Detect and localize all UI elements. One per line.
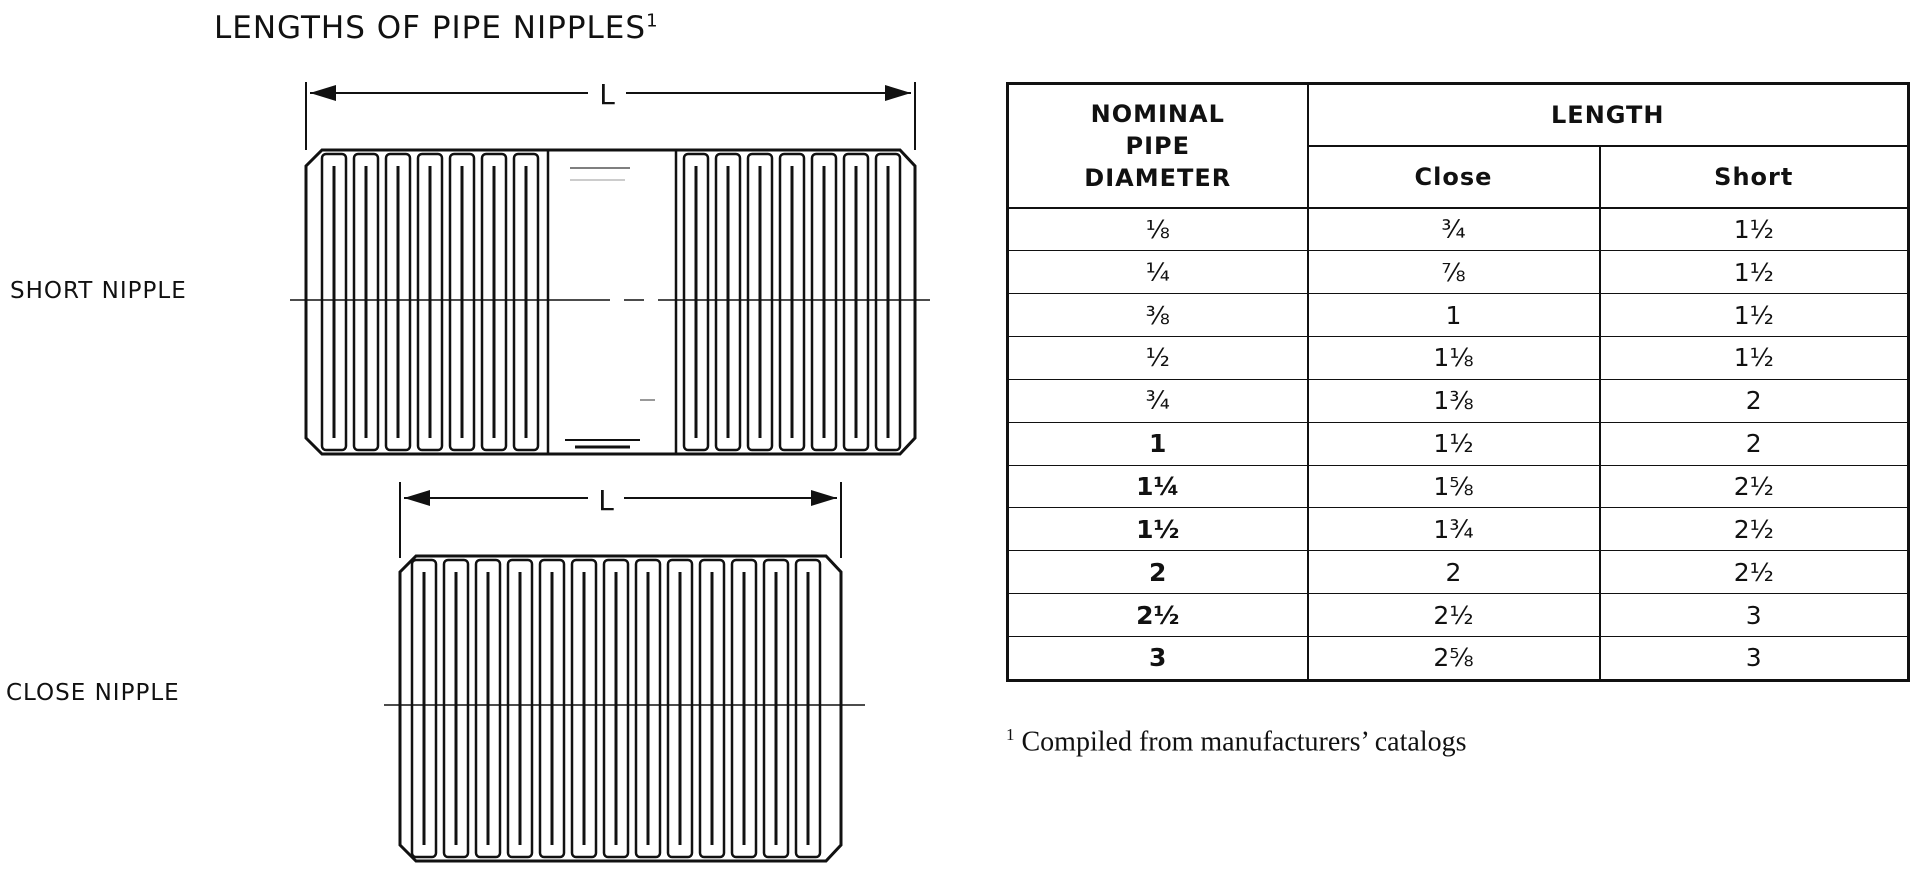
cell-short: 2 [1600,422,1909,465]
table-row [1008,208,1909,251]
header-short: Short [1600,146,1909,208]
close-nipple-label: CLOSE NIPPLE [6,680,180,706]
cell-close: 1½ [1308,422,1600,465]
cell-diameter: 2½ [1008,594,1308,637]
table-row [1008,337,1909,380]
title-footnote-mark: 1 [646,10,659,32]
cell-diameter: ¾ [1008,379,1308,422]
close-dimension-label: L [598,484,614,517]
cell-close: 1¾ [1308,508,1600,551]
close-nipple-body [400,556,841,861]
cell-close: 1⅛ [1308,337,1600,380]
cell-diameter: 3 [1008,636,1308,680]
cell-diameter: 1½ [1008,508,1308,551]
header-nominal-pipe-diameter: NOMINAL PIPE DIAMETER [1008,84,1308,208]
cell-short: 1½ [1600,337,1909,380]
header-length: LENGTH [1308,84,1909,146]
cell-diameter: ⅛ [1008,208,1308,251]
cell-short: 2½ [1600,551,1909,594]
table-row [1008,636,1909,680]
table-row [1008,251,1909,294]
cell-close: 2 [1308,551,1600,594]
cell-close: ¾ [1308,208,1600,251]
cell-short: 3 [1600,636,1909,680]
cell-short: 2½ [1600,508,1909,551]
cell-diameter: ⅜ [1008,294,1308,337]
table-row [1008,422,1909,465]
cell-diameter: 2 [1008,551,1308,594]
cell-close: 2⅝ [1308,636,1600,680]
cell-diameter: ½ [1008,337,1308,380]
cell-short: 2½ [1600,465,1909,508]
cell-short: 2 [1600,379,1909,422]
cell-close: 1⅜ [1308,379,1600,422]
cell-close: 1 [1308,294,1600,337]
header-close: Close [1308,146,1600,208]
table-row [1008,508,1909,551]
cell-diameter: ¼ [1008,251,1308,294]
cell-close: ⅞ [1308,251,1600,294]
page-title: LENGTHS OF PIPE NIPPLES$^1$ [214,10,659,46]
cell-diameter: 1 [1008,422,1308,465]
table-row [1008,594,1909,637]
cell-diameter: 1¼ [1008,465,1308,508]
pipe-nipple-length-table [1006,82,1910,682]
close-nipple-dimension [400,482,841,558]
short-nipple-label: SHORT NIPPLE [10,278,187,304]
cell-short: 1½ [1600,208,1909,251]
short-nipple-body [306,150,915,454]
short-dimension-label: L [599,78,615,111]
cell-short: 1½ [1600,294,1909,337]
table-row [1008,379,1909,422]
footnote: $^1$ Compiled from manufacturers’ catalogs [1006,725,1467,758]
table-row [1008,294,1909,337]
cell-short: 3 [1600,594,1909,637]
cell-short: 1½ [1600,251,1909,294]
cell-close: 2½ [1308,594,1600,637]
cell-close: 1⅝ [1308,465,1600,508]
table-row [1008,465,1909,508]
short-nipple-dimension [306,78,915,150]
table-row [1008,551,1909,594]
footnote-mark: 1 [1006,725,1015,744]
